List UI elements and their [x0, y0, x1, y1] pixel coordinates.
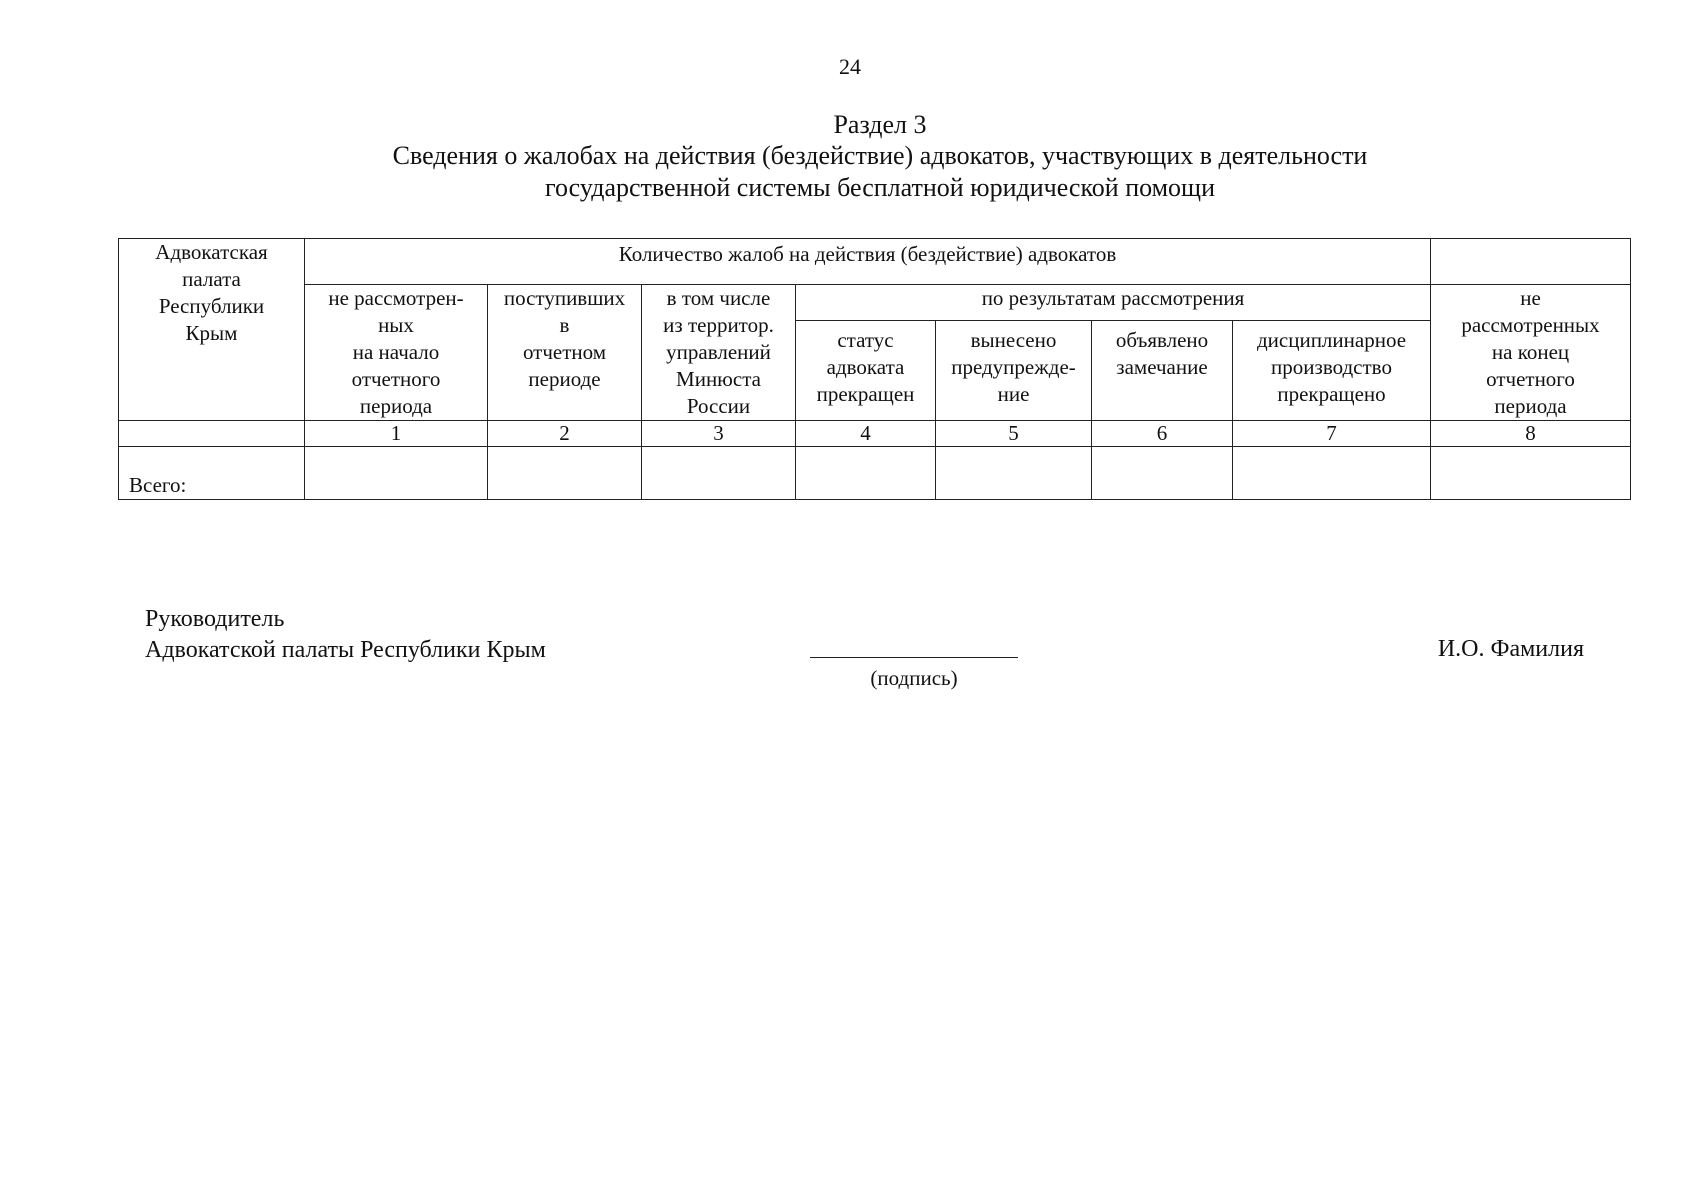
header-blank — [1431, 239, 1631, 285]
header-col-7: дисциплинарное производство прекращено — [1233, 321, 1431, 421]
column-number: 2 — [488, 421, 642, 447]
total-cell — [796, 447, 936, 500]
section-heading: Раздел 3 — [833, 110, 927, 139]
total-cell — [936, 447, 1092, 500]
total-cell — [642, 447, 796, 500]
signatory-name: И.О. Фамилия — [1437, 636, 1584, 662]
title-line-2: государственной системы бесплатной юридической помощи — [545, 173, 1215, 202]
signature-line — [810, 657, 1018, 658]
title-line-1: Сведения о жалобах на действия (бездействие) адвокатов, участвующих в деятельности — [392, 141, 1368, 170]
header-col-4: статус адвоката прекращен — [796, 321, 936, 421]
signatory-title-line-2: Адвокатской палаты Республики Крым — [145, 637, 546, 663]
header-chamber: Адвокатская палата Республики Крым — [119, 239, 305, 421]
header-col-6: объявлено замечание — [1092, 321, 1233, 421]
column-number: 5 — [936, 421, 1092, 447]
column-number: 8 — [1431, 421, 1631, 447]
column-number-row — [119, 421, 1631, 447]
header-complaints-count: Количество жалоб на действия (бездействие) адвокатов — [305, 239, 1431, 285]
total-cell — [1233, 447, 1431, 500]
total-cell — [488, 447, 642, 500]
signatory-title — [145, 604, 546, 666]
page-number: 24 — [839, 54, 861, 79]
signatory-title-line-1: Руководитель — [145, 606, 285, 632]
column-number: 7 — [1233, 421, 1431, 447]
total-cell — [305, 447, 488, 500]
signature-caption: (подпись) — [870, 666, 958, 690]
document-title — [0, 140, 1684, 204]
total-cell — [1431, 447, 1631, 500]
column-number: 1 — [305, 421, 488, 447]
header-col-2: поступивших в отчетном периоде — [488, 285, 642, 421]
complaints-table — [118, 238, 1631, 500]
header-results: по результатам рассмотрения — [796, 285, 1431, 321]
column-number: 6 — [1092, 421, 1233, 447]
header-col-3: в том числе из территор. управлений Минюста России — [642, 285, 796, 421]
total-row — [119, 447, 1631, 500]
column-number-blank — [119, 421, 305, 447]
header-col-5: вынесено предупрежде- ние — [936, 321, 1092, 421]
total-label: Всего: — [119, 447, 305, 500]
column-number: 3 — [642, 421, 796, 447]
total-cell — [1092, 447, 1233, 500]
header-col-8: не рассмотренных на конец отчетного периода — [1431, 285, 1631, 421]
header-col-1: не рассмотрен- ных на начало отчетного периода — [305, 285, 488, 421]
column-number: 4 — [796, 421, 936, 447]
